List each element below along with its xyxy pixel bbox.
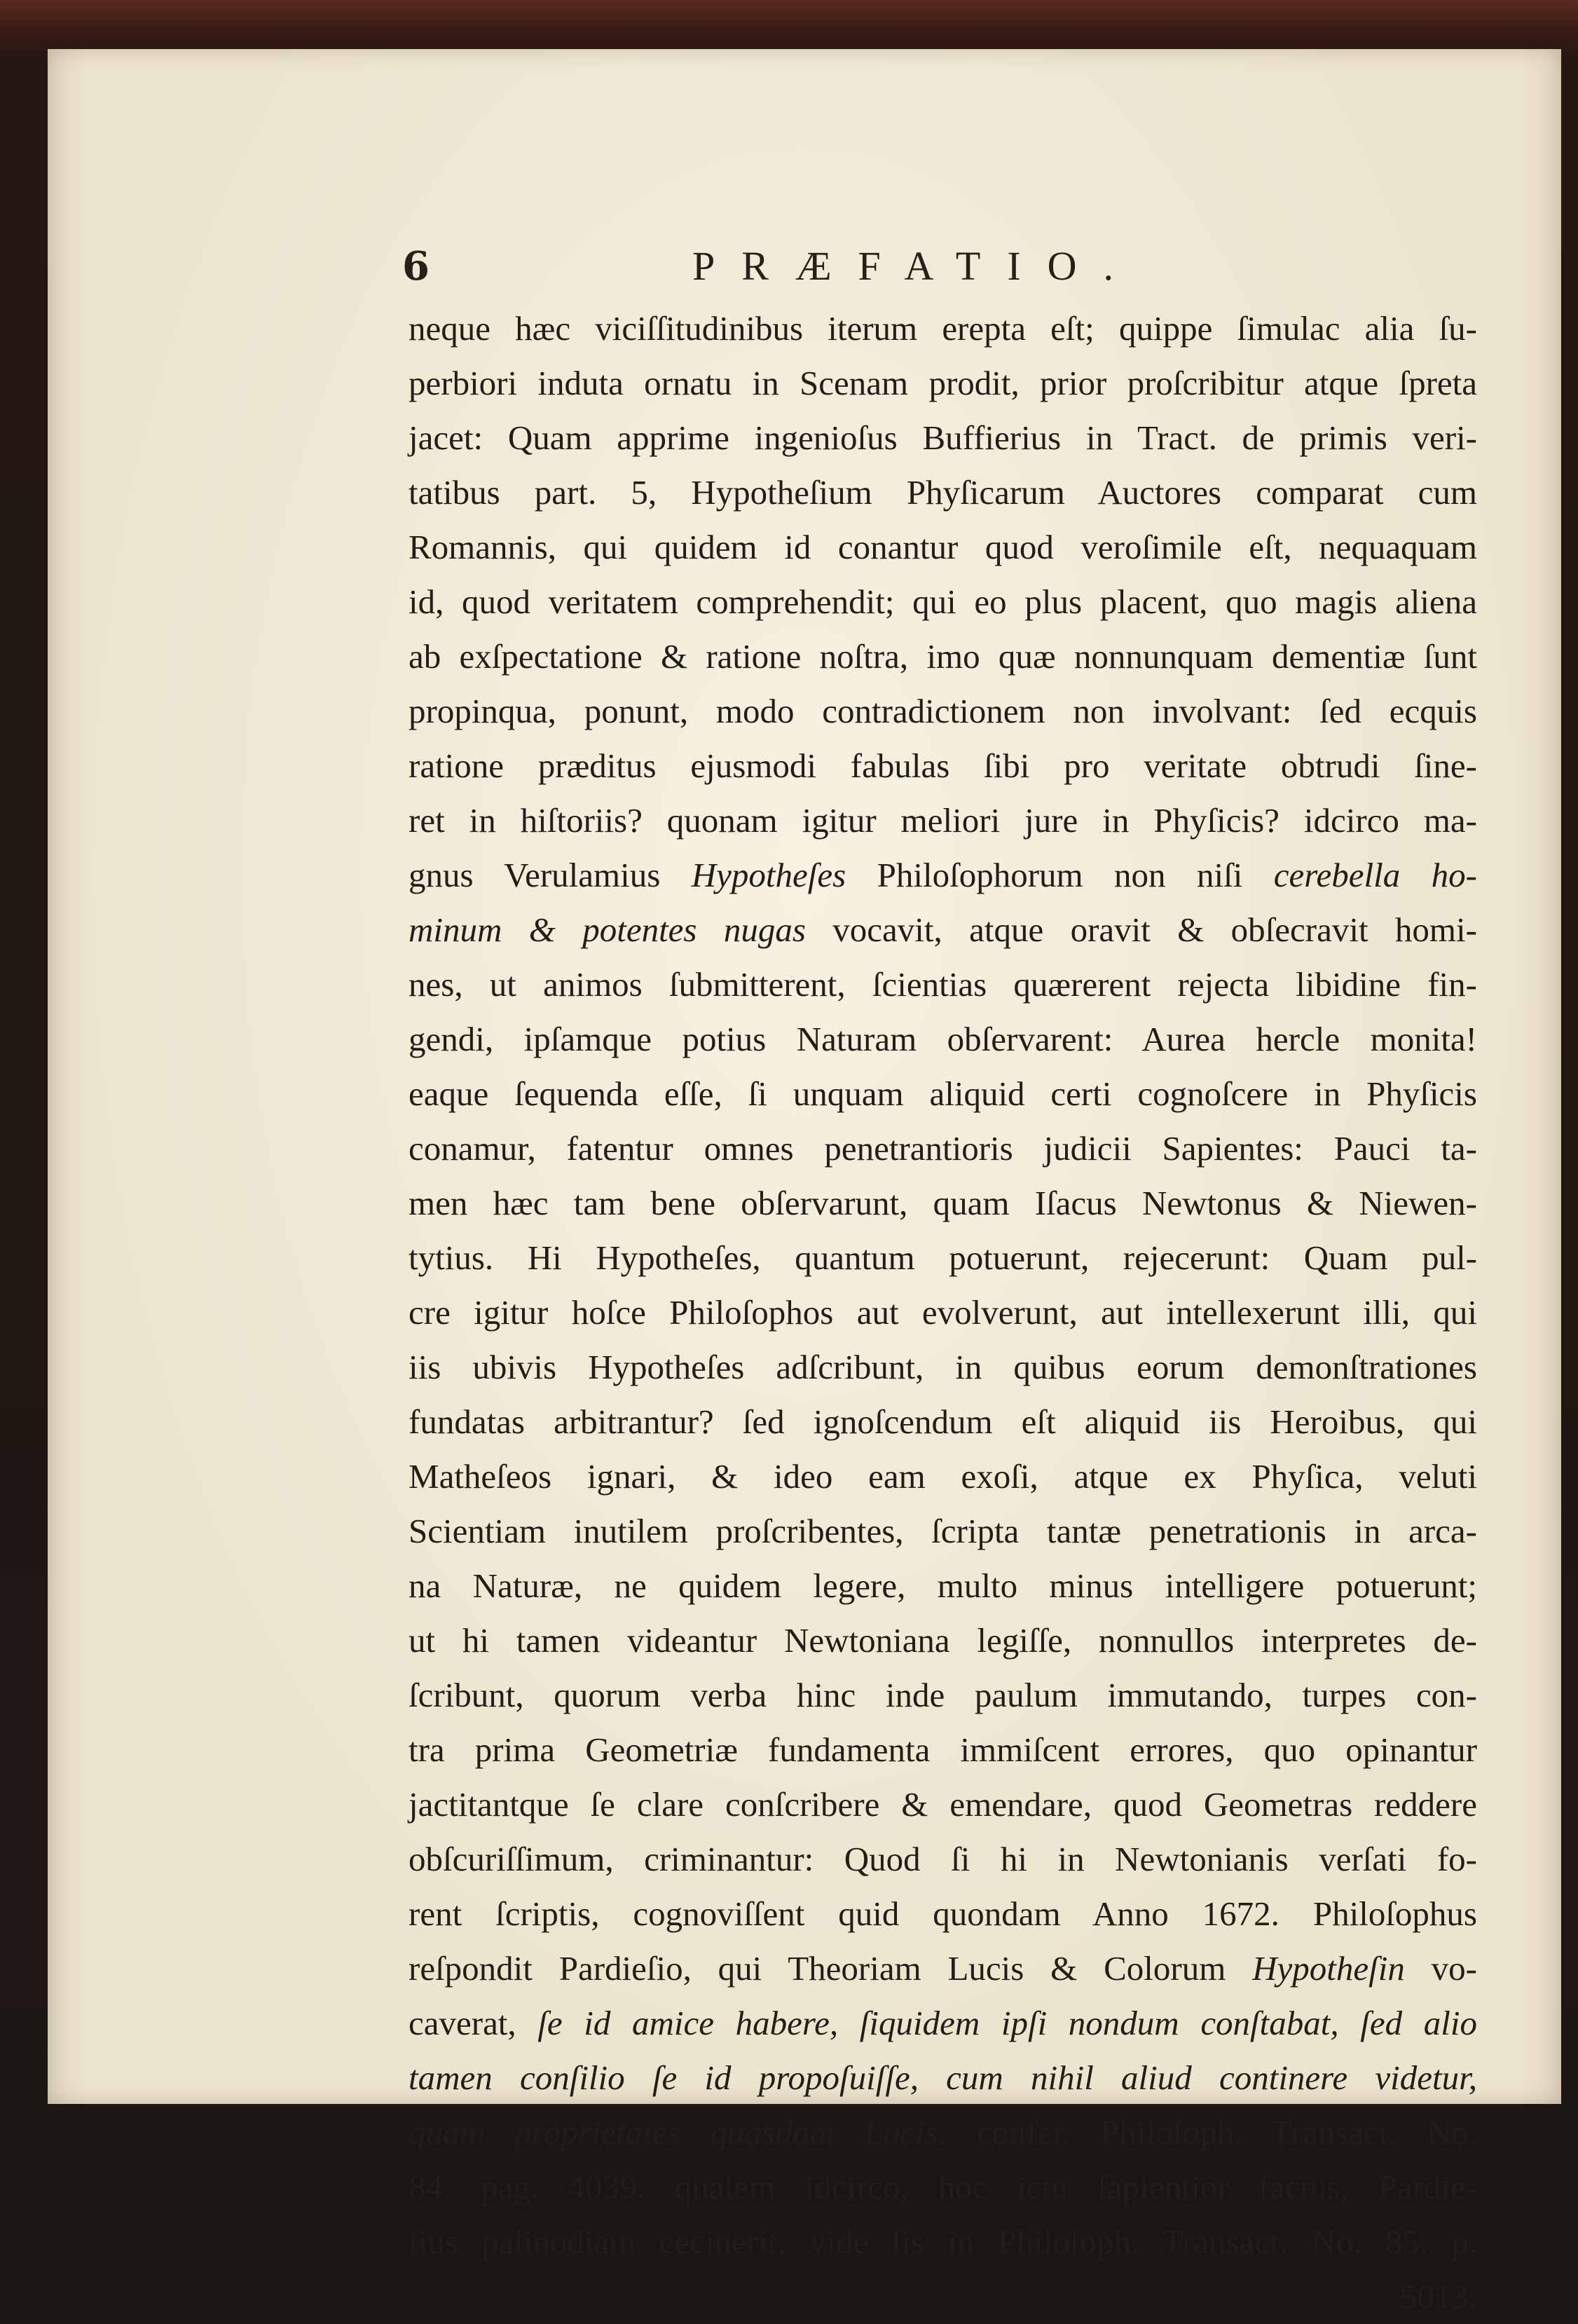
text-segment: eaque ſequenda eſſe, ſi unquam aliquid certi cognoſcere in Phyſicis	[409, 1074, 1477, 1113]
text-segment: fundatas arbitrantur? ſed ignoſcendum eſt aliquid iis Heroibus, qui	[409, 1402, 1477, 1441]
text-line	[409, 1832, 1477, 1887]
text-line	[409, 301, 1477, 356]
text-segment: reſpondit Pardieſio, qui Theoriam Lucis & Colorum	[409, 1949, 1253, 1988]
text-line	[409, 356, 1477, 411]
text-line	[409, 2051, 1477, 2105]
text-segment: Matheſeos ignari, & ideo eam exoſi, atque ex Phyſica, veluti	[409, 1457, 1477, 1496]
text-segment: tatibus part. 5, Hypotheſium Phyſicarum Auctores comparat cum	[409, 473, 1477, 512]
italic-text-segment: Hypotheſin	[1252, 1949, 1405, 1988]
text-segment: tra prima Geometriæ fundamenta immiſcent errores, quo opinantur	[409, 1730, 1477, 1769]
text-segment: ſcribunt, quorum verba hinc inde paulum immutando, turpes con-	[409, 1676, 1477, 1714]
text-line	[409, 629, 1477, 684]
text-line	[409, 1176, 1477, 1231]
text-segment: ſius palinodiam cecinerit, vide ſis in Philoſoph. Transact. No. 85. p.	[409, 2222, 1477, 2261]
text-segment: ret in hiſtoriis? quonam igitur meliori jure in Phyſicis? idcirco ma-	[409, 801, 1477, 840]
text-line	[409, 1887, 1477, 1941]
text-segment: ratione præditus ejusmodi fabulas ſibi pro veritate obtrudi ſine-	[409, 746, 1477, 785]
text-segment: neque hæc viciſſitudinibus iterum erepta eſt; quippe ſimulac alia ſu-	[409, 309, 1477, 348]
italic-text-segment: Hypotheſes	[691, 856, 846, 894]
text-segment: jacet: Quam apprime ingenioſus Buffierius in Tract. de primis veri-	[409, 418, 1477, 457]
text-segment: perbiori induta ornatu in Scenam prodit, prior proſcribitur atque ſpreta	[409, 364, 1477, 402]
text-segment: na Naturæ, ne quidem legere, multo minus intelligere potuerunt;	[409, 1566, 1477, 1605]
text-line	[409, 1777, 1477, 1832]
text-line	[409, 2269, 1477, 2324]
text-line	[409, 575, 1477, 629]
text-segment: 5013.	[1399, 2277, 1477, 2316]
text-line	[409, 465, 1477, 520]
italic-text-segment: cerebella ho-	[1273, 856, 1477, 894]
text-segment: gendi, ipſamque potius Naturam obſervarent: Aurea hercle monita!	[409, 1020, 1477, 1058]
text-line	[409, 520, 1477, 575]
page-header	[48, 238, 1561, 294]
text-segment: iis ubivis Hypotheſes adſcribunt, in quibus eorum demonſtrationes	[409, 1348, 1477, 1386]
text-line	[409, 1668, 1477, 1723]
text-segment: Philoſophorum non niſi	[846, 856, 1274, 894]
text-line	[409, 1067, 1477, 1121]
text-segment: ab exſpectatione & ratione noſtra, imo quæ nonnunquam dementiæ ſunt	[409, 637, 1477, 676]
running-title: PRÆFATIO.	[692, 243, 1141, 289]
text-segment: 84. pag. 4039. qualem idcirco, hoc ictu ſapientior factus, Pardie-	[409, 2168, 1477, 2206]
italic-text-segment: ſe id amice habere, ſiquidem ipſi nondum conſtabat, ſed alio	[537, 2004, 1477, 2042]
text-segment: nes, ut animos ſubmitterent, ſcientias quærerent rejecta libidine fin-	[409, 965, 1477, 1004]
text-line	[409, 1395, 1477, 1449]
italic-text-segment: tamen conſilio ſe id propoſuiſſe, cum nihil aliud continere videtur,	[409, 2058, 1477, 2097]
text-line	[409, 739, 1477, 793]
text-segment: jactitantque ſe clare conſcribere & emendare, quod Geometras reddere	[409, 1785, 1477, 1824]
text-line	[409, 1996, 1477, 2051]
text-line	[409, 1559, 1477, 1613]
text-line	[409, 1449, 1477, 1504]
text-line	[409, 2160, 1477, 2215]
italic-text-segment: minum & potentes nugas	[409, 910, 806, 949]
text-segment: propinqua, ponunt, modo contradictionem non involvant: ſed ecquis	[409, 692, 1477, 730]
text-segment: gnus Verulamius	[409, 856, 692, 894]
text-segment: confer. Philoſoph. Transact. No.	[947, 2113, 1477, 2152]
text-segment: obſcuriſſimum, criminantur: Quod ſi hi in Newtonianis verſati fo-	[409, 1840, 1477, 1878]
text-line	[409, 903, 1477, 957]
text-line	[409, 1504, 1477, 1559]
text-segment: conamur, fatentur omnes penetrantioris judicii Sapientes: Pauci ta-	[409, 1129, 1477, 1168]
text-segment: tytius. Hi Hypotheſes, quantum potuerunt, rejecerunt: Quam pul-	[409, 1238, 1477, 1277]
text-segment: caverat,	[409, 2004, 538, 2042]
text-line	[409, 1012, 1477, 1067]
text-line	[409, 2215, 1477, 2269]
text-line	[409, 848, 1477, 903]
text-line	[409, 1231, 1477, 1285]
text-line	[409, 1285, 1477, 1340]
text-segment: rent ſcriptis, cognoviſſent quid quondam Anno 1672. Philoſophus	[409, 1894, 1477, 1933]
book-page	[48, 49, 1561, 2316]
text-line	[409, 957, 1477, 1012]
text-segment: vo-	[1404, 1949, 1477, 1988]
body-text	[409, 301, 1477, 2324]
text-line	[409, 1121, 1477, 1176]
text-segment: vocavit, atque oravit & obſecravit homi-	[805, 910, 1477, 949]
text-segment: cre igitur hoſce Philoſophos aut evolverunt, aut intellexerunt illi, qui	[409, 1293, 1477, 1332]
text-segment: Romannis, qui quidem id conantur quod veroſimile eſt, nequaquam	[409, 528, 1477, 566]
text-line	[409, 2105, 1477, 2160]
text-line	[409, 684, 1477, 739]
italic-text-segment: quam proprietates quasdam Lucis.	[409, 2113, 947, 2152]
text-line	[409, 1340, 1477, 1395]
text-line	[409, 411, 1477, 465]
text-line	[409, 1613, 1477, 1668]
text-line	[409, 793, 1477, 848]
text-segment: id, quod veritatem comprehendit; qui eo plus placent, quo magis aliena	[409, 582, 1477, 621]
text-segment: men hæc tam bene obſervarunt, quam Iſacus Newtonus & Niewen-	[409, 1184, 1477, 1222]
text-line	[409, 1723, 1477, 1777]
text-line	[409, 1941, 1477, 1996]
text-segment: Scientiam inutilem proſcribentes, ſcripta tantæ penetrationis in arca-	[409, 1512, 1477, 1550]
page-number: 6	[402, 243, 430, 289]
text-segment: ut hi tamen videantur Newtoniana legiſſe, nonnullos interpretes de-	[409, 1621, 1477, 1660]
